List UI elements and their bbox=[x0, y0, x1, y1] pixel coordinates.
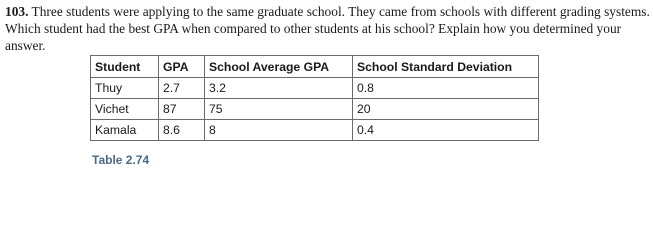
data-table bbox=[90, 55, 539, 141]
problem-text: Three students were applying to the same graduate school. They came from schools with different grading systems. Which student had the best GPA when compared to other students at his school? Explain how you determined your answer. bbox=[5, 4, 650, 53]
table-row bbox=[91, 99, 539, 120]
cell-gpa: 8.6 bbox=[159, 120, 205, 141]
problem-number: 103. bbox=[5, 4, 29, 19]
header-gpa: GPA bbox=[159, 56, 205, 78]
table-row bbox=[91, 78, 539, 99]
cell-school-average-gpa: 8 bbox=[205, 120, 353, 141]
cell-gpa: 87 bbox=[159, 99, 205, 120]
header-school-standard-deviation: School Standard Deviation bbox=[353, 56, 539, 78]
cell-school-average-gpa: 3.2 bbox=[205, 78, 353, 99]
problem-statement bbox=[5, 3, 650, 54]
cell-school-standard-deviation: 0.4 bbox=[353, 120, 539, 141]
cell-student: Kamala bbox=[91, 120, 159, 141]
cell-school-average-gpa: 75 bbox=[205, 99, 353, 120]
cell-school-standard-deviation: 0.8 bbox=[353, 78, 539, 99]
header-school-average-gpa: School Average GPA bbox=[205, 56, 353, 78]
cell-student: Thuy bbox=[91, 78, 159, 99]
table-caption: Table 2.74 bbox=[92, 153, 150, 167]
table-row bbox=[91, 120, 539, 141]
table-header-row bbox=[91, 56, 539, 78]
cell-school-standard-deviation: 20 bbox=[353, 99, 539, 120]
header-student: Student bbox=[91, 56, 159, 78]
cell-gpa: 2.7 bbox=[159, 78, 205, 99]
cell-student: Vichet bbox=[91, 99, 159, 120]
